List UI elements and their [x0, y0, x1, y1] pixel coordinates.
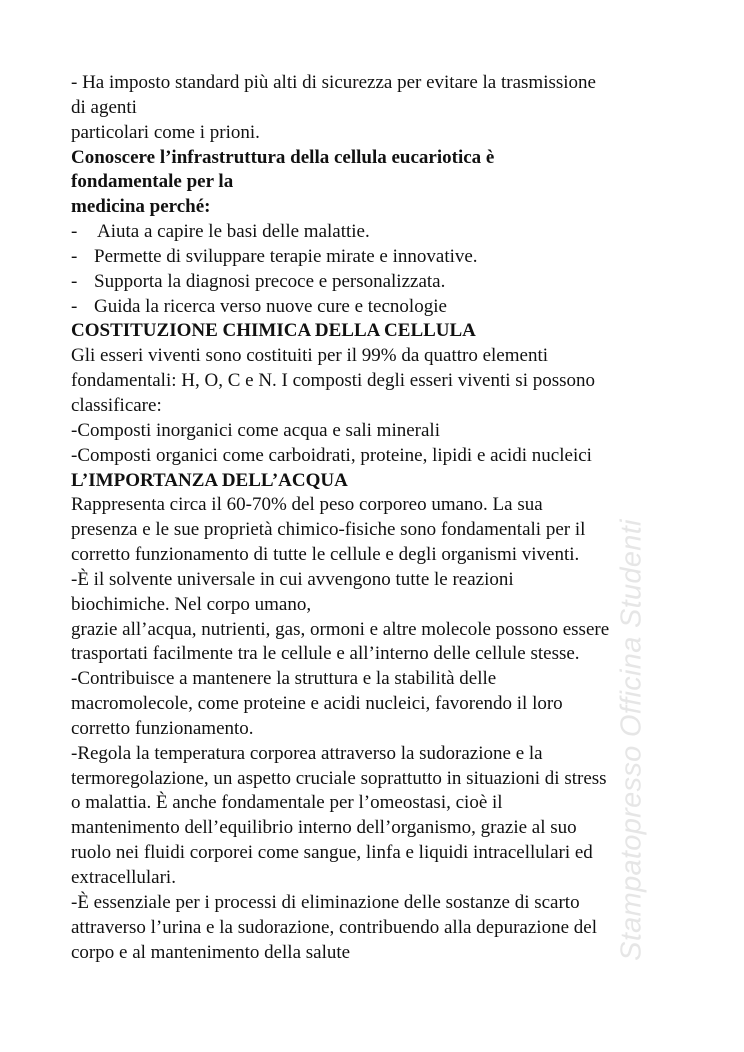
text-line: di agenti: [71, 96, 137, 118]
bold-heading-line: fondamentale per la: [71, 171, 234, 193]
list-item: [71, 295, 609, 320]
text-line: grazie all’acqua, nutrienti, gas, ormoni e altre molecole possono essere: [71, 618, 610, 640]
list-item-text: Guida la ricerca verso nuove cure e tecnologie: [94, 295, 447, 317]
text-line: fondamentali: H, O, C e N. I composti degli esseri viventi si possono: [71, 370, 596, 392]
text-line: presenza e le sue proprietà chimico-fisiche sono fondamentali per il: [71, 519, 586, 541]
text-line: ruolo nei fluidi corporei come sangue, linfa e liquidi intracellulari ed: [71, 842, 593, 864]
section-heading: L’IMPORTANZA DELL’ACQUA: [71, 469, 348, 491]
list-item: [71, 245, 609, 270]
text-line: corpo e al mantenimento della salute: [71, 941, 351, 963]
list-item: [71, 270, 609, 295]
bullet-dash: -: [71, 245, 78, 267]
list-item-text: Aiuta a capire le basi delle malattie.: [97, 221, 370, 243]
text-line: attraverso l’urina e la sudorazione, contribuendo alla depurazione del: [71, 916, 597, 938]
list-item: [71, 220, 609, 245]
text-line: extracellulari.: [71, 867, 176, 888]
bold-heading-line: Conoscere l’infrastruttura della cellula eucariotica è: [71, 146, 495, 168]
text-line: corretto funzionamento di tutte le cellule e degli organismi viventi.: [71, 544, 580, 566]
text-line: corretto funzionamento.: [71, 717, 254, 739]
text-line: - Ha imposto standard più alti di sicurezza per evitare la trasmissione: [71, 72, 596, 93]
text-line: Rappresenta circa il 60-70% del peso corporeo umano. La sua: [71, 494, 543, 516]
text-line: trasportati facilmente tra le cellule e all’interno delle cellule stesse.: [71, 643, 580, 665]
text-line: -È il solvente universale in cui avvengono tutte le reazioni: [71, 568, 514, 590]
text-line: macromolecole, come proteine e acidi nucleici, favorendo il loro: [71, 693, 563, 715]
text-line: particolari come i prioni.: [71, 121, 260, 143]
bullet-dash: -: [71, 221, 78, 243]
text-line: mantenimento dell’equilibrio interno dell’organismo, grazie al suo: [71, 817, 577, 839]
bullet-dash: -: [71, 295, 78, 317]
text-line: Gli esseri viventi sono costituiti per il 99% da quattro elementi: [71, 345, 549, 367]
text-line: biochimiche. Nel corpo umano,: [71, 593, 312, 615]
watermark: Stampatopresso Officina Studenti: [615, 519, 648, 961]
bullet-dash: -: [71, 270, 78, 292]
text-line: classificare:: [71, 394, 162, 416]
text-line: -Composti organici come carboidrati, proteine, lipidi e acidi nucleici: [71, 444, 592, 466]
list-item-text: Permette di sviluppare terapie mirate e innovative.: [94, 245, 478, 267]
section-heading: COSTITUZIONE CHIMICA DELLA CELLULA: [71, 320, 476, 342]
text-line: -Regola la temperatura corporea attraverso la sudorazione e la: [71, 742, 543, 764]
text-line: -È essenziale per i processi di eliminazione delle sostanze di scarto: [71, 891, 580, 913]
text-line: termoregolazione, un aspetto cruciale soprattutto in situazioni di stress: [71, 767, 607, 789]
text-line: -Composti inorganici come acqua e sali minerali: [71, 419, 440, 441]
bold-heading-line: medicina perché:: [71, 196, 211, 218]
list-item-text: Supporta la diagnosi precoce e personalizzata.: [94, 270, 446, 292]
text-line: -Contribuisce a mantenere la struttura e la stabilità delle: [71, 668, 497, 690]
text-line: o malattia. È anche fondamentale per l’omeostasi, cioè il: [71, 792, 503, 814]
document-page: [71, 71, 609, 965]
